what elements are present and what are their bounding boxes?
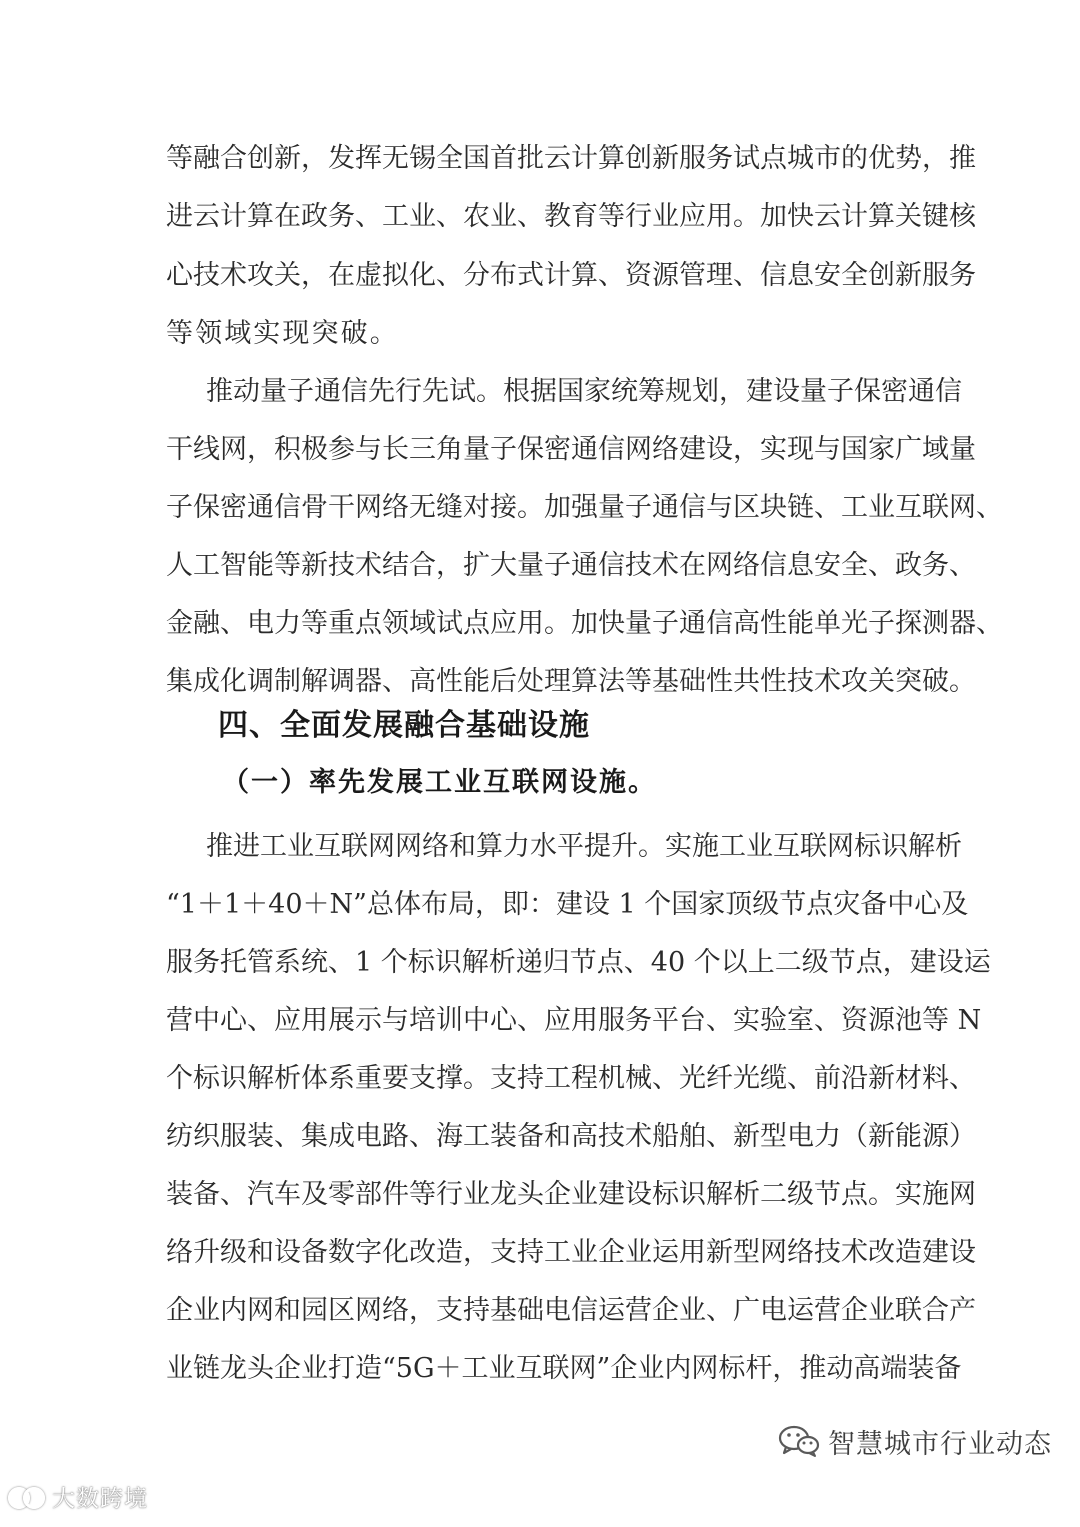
- paragraph-line: 个标识解析体系重要支撑。支持工程机械、光纤光缆、前沿新材料、: [166, 1063, 976, 1094]
- paragraph-line: 推进工业互联网网络和算力水平提升。实施工业互联网标识解析: [206, 831, 962, 862]
- paragraph-line: 纺织服装、集成电路、海工装备和高技术船舶、新型电力（新能源）: [166, 1121, 976, 1152]
- wechat-account-name: 智慧城市行业动态: [828, 1428, 1052, 1460]
- source-watermark: [8, 1481, 148, 1511]
- paragraph-line: 干线网，积极参与长三角量子保密通信网络建设，实现与国家广域量: [166, 434, 976, 465]
- paragraph-line: 子保密通信骨干网络无缝对接。加强量子通信与区块链、工业互联网、: [166, 492, 1003, 523]
- paragraph-line: 人工智能等新技术结合，扩大量子通信技术在网络信息安全、政务、: [166, 550, 976, 581]
- paragraph-line: 营中心、应用展示与培训中心、应用服务平台、实验室、资源池等 N: [166, 1005, 982, 1036]
- wechat-icon: [778, 1424, 820, 1458]
- paragraph-line: 集成化调制解调器、高性能后处理算法等基础性共性技术攻关突破。: [166, 666, 976, 697]
- paragraph-line: 络升级和设备数字化改造，支持工业企业运用新型网络技术改造建设: [166, 1237, 976, 1268]
- linked-circles-logo-icon: [8, 1485, 46, 1507]
- paragraph-line: 服务托管系统、1 个标识解析递归节点、40 个以上二级节点，建设运: [166, 947, 991, 978]
- paragraph-line: 企业内网和园区网络，支持基础电信运营企业、广电运营企业联合产: [166, 1295, 976, 1326]
- paragraph-line: 金融、电力等重点领域试点应用。加快量子通信高性能单光子探测器、: [166, 608, 1003, 639]
- wechat-account-watermark: [778, 1421, 1052, 1461]
- source-watermark-text: 大数跨境: [52, 1485, 148, 1512]
- paragraph-line: 进云计算在政务、工业、农业、教育等行业应用。加快云计算关键核: [166, 201, 976, 232]
- paragraph-line: 推动量子通信先行先试。根据国家统筹规划，建设量子保密通信: [206, 376, 962, 407]
- paragraph-line: 业链龙头企业打造“5G＋工业互联网”企业内网标杆，推动高端装备: [166, 1353, 962, 1384]
- paragraph-line: 心技术攻关，在虚拟化、分布式计算、资源管理、信息安全创新服务: [166, 260, 976, 291]
- paragraph-line: 等融合创新，发挥无锡全国首批云计算创新服务试点城市的优势，推: [166, 143, 976, 174]
- section-heading: 四、全面发展融合基础设施: [218, 708, 590, 743]
- paragraph-line: 等领域实现突破。: [166, 318, 399, 349]
- paragraph-line: 装备、汽车及零部件等行业龙头企业建设标识解析二级节点。实施网: [166, 1179, 976, 1210]
- paragraph-line: “1＋1＋40＋N”总体布局，即：建设 1 个国家顶级节点灾备中心及: [166, 889, 969, 920]
- subsection-heading: （一）率先发展工业互联网设施。: [222, 767, 657, 798]
